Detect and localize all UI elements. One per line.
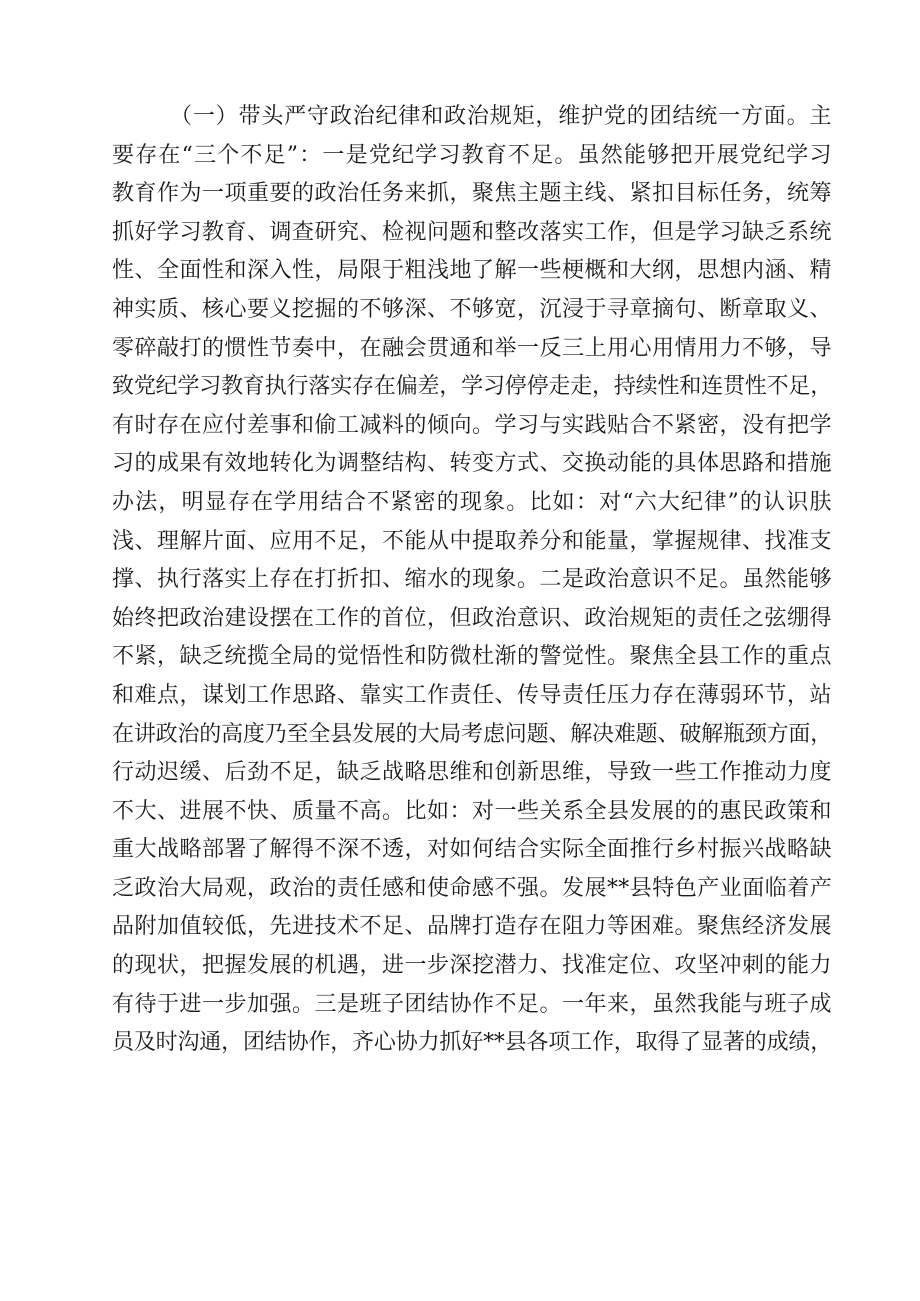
body-paragraph [112, 98, 832, 1063]
paragraph-line: 办法，明显存在学用结合不紧密的现象。比如：对“六大纪律”的认识肤 [112, 489, 832, 515]
paragraph-line: 行动迟缓、后劲不足，缺乏战略思维和创新思维，导致一些工作推动力度 [112, 760, 833, 786]
paragraph-line: 有时存在应付差事和偷工减料的倾向。学习与实践贴合不紧密，没有把学 [112, 412, 833, 438]
paragraph-line: 员及时沟通，团结协作，齐心协力抓好**县各项工作，取得了显著的成绩， [112, 1030, 832, 1056]
paragraph-line: 性、全面性和深入性，局限于粗浅地了解一些梗概和大纲，思想内涵、精 [112, 258, 833, 284]
paragraph-line: 神实质、核心要义挖掘的不够深、不够宽，沉浸于寻章摘句、断章取义、 [112, 296, 833, 322]
paragraph-line: 始终把政治建设摆在工作的首位，但政治意识、政治规矩的责任之弦绷得 [112, 605, 833, 631]
paragraph-line: 品附加值较低，先进技术不足、品牌打造存在阻力等困难。聚焦经济发展 [112, 914, 833, 940]
paragraph-line: 乏政治大局观，政治的责任感和使命感不强。发展**县特色产业面临着产 [112, 875, 832, 901]
paragraph-line: 致党纪学习教育执行落实存在偏差，学习停停走走，持续性和连贯性不足， [112, 374, 832, 400]
paragraph-line: 撑、执行落实上存在打折扣、缩水的现象。二是政治意识不足。虽然能够 [112, 567, 833, 593]
paragraph-line: （一）带头严守政治纪律和政治规矩，维护党的团结统一方面。主 [170, 104, 832, 129]
paragraph-line: 要存在“三个不足”：一是党纪学习教育不足。虽然能够把开展党纪学习 [112, 142, 832, 168]
paragraph-line: 的现状，把握发展的机遇，进一步深挖潜力、找准定位、攻坚冲刺的能力 [112, 953, 833, 979]
paragraph-line: 浅、理解片面、应用不足，不能从中提取养分和能量，掌握规律、找准支 [112, 528, 833, 554]
paragraph-line: 零碎敲打的惯性节奏中，在融会贯通和举一反三上用心用情用力不够，导 [112, 335, 833, 361]
paragraph-line: 在讲政治的高度乃至全县发展的大局考虑问题、解决难题、破解瓶颈方面， [112, 721, 832, 747]
paragraph-line: 有待于进一步加强。三是班子团结协作不足。一年来，虽然我能与班子成 [112, 991, 833, 1017]
paragraph-line: 抓好学习教育、调查研究、检视问题和整改落实工作，但是学习缺乏系统 [112, 219, 833, 245]
paragraph-line: 重大战略部署了解得不深不透，对如何结合实际全面推行乡村振兴战略缺 [112, 837, 833, 863]
paragraph-line: 教育作为一项重要的政治任务来抓，聚焦主题主线、紧扣目标任务，统筹 [112, 181, 833, 207]
paragraph-line: 不大、进展不快、质量不高。比如：对一些关系全县发展的的惠民政策和 [112, 798, 833, 824]
paragraph-line: 不紧，缺乏统揽全局的觉悟性和防微杜渐的警觉性。聚焦全县工作的重点 [112, 644, 833, 670]
paragraph-line: 和难点，谋划工作思路、靠实工作责任、传导责任压力存在薄弱环节，站 [112, 682, 833, 708]
paragraph-line: 习的成果有效地转化为调整结构、转变方式、交换动能的具体思路和措施 [112, 451, 833, 477]
